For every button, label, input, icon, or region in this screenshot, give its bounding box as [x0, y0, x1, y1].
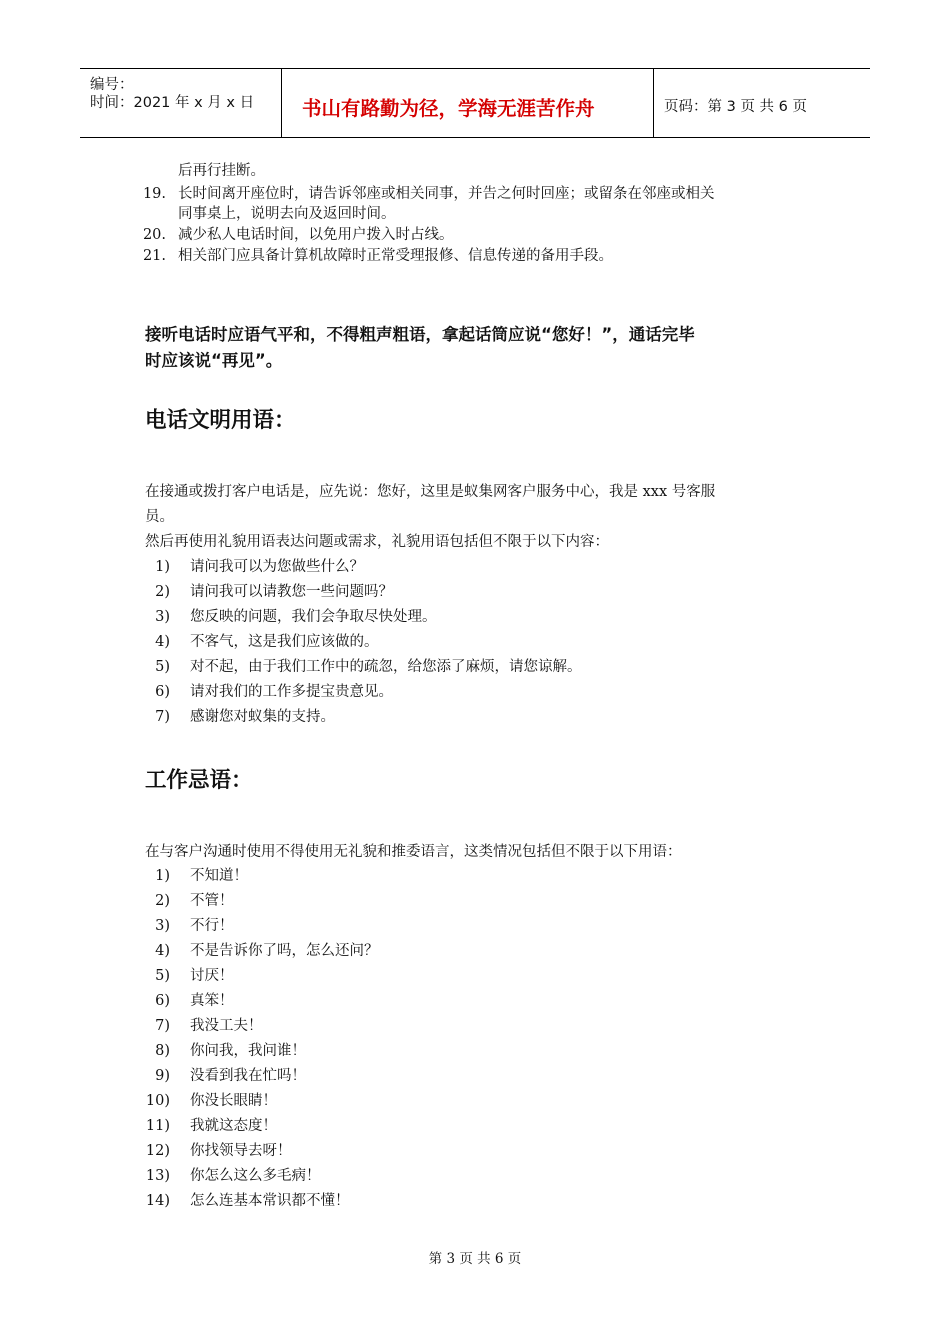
list-item-number: 8): [155, 1043, 170, 1059]
list-item-number: 9): [155, 1068, 170, 1084]
header-meta-cell: [80, 69, 282, 137]
list-item-number: 14): [145, 1193, 170, 1209]
list-item-text: 没看到我在忙吗！: [190, 1068, 306, 1084]
list-item-number: 3): [155, 609, 170, 625]
section-intro-line: 在接通或拨打客户电话是，应先说：您好，这里是蚁集网客户服务中心，我是 xxx 号客服: [145, 484, 716, 500]
list-item-text: 请问我可以为您做些什么？: [190, 559, 364, 575]
list-item-text: 我没工夫！: [190, 1018, 263, 1034]
list-item-text: 不知道！: [190, 868, 248, 884]
document-number-label: 编号：: [90, 77, 134, 93]
header-motto: 书山有路勤为径，学海无涯苦作舟: [302, 97, 595, 120]
list-item-text: 对不起，由于我们工作中的疏忽，给您添了麻烦，请您谅解。: [190, 659, 582, 675]
list-item-number: 7): [155, 709, 170, 725]
list-item-text: 你问我，我问谁！: [190, 1043, 306, 1059]
list-item-number: 5): [155, 659, 170, 675]
rule-number: 20.: [142, 227, 166, 243]
list-item-number: 7): [155, 1018, 170, 1034]
list-item-text: 讨厌！: [190, 968, 234, 984]
list-item-number: 2): [155, 893, 170, 909]
page-footer: 第 3 页 共 6 页: [428, 1251, 522, 1267]
list-item-number: 1): [155, 868, 170, 884]
rule-text-line: 相关部门应具备计算机故障时正常受理报修、信息传递的备用手段。: [178, 248, 613, 264]
list-item-text: 你没长眼睛！: [190, 1093, 277, 1109]
list-item-number: 6): [155, 993, 170, 1009]
rule-text-line: 长时间离开座位时，请告诉邻座或相关同事，并告之何时回座；或留条在邻座或相关: [178, 186, 715, 202]
rule-number: 21.: [142, 248, 166, 264]
bold-note-line: 接听电话时应语气平和，不得粗声粗语，拿起话筒应说“您好！”，通话完毕: [145, 325, 695, 344]
list-item-text: 您反映的问题，我们会争取尽快处理。: [190, 609, 437, 625]
list-item-text: 请问我可以请教您一些问题吗？: [190, 584, 393, 600]
list-item-number: 12): [145, 1143, 170, 1159]
list-item-number: 6): [155, 684, 170, 700]
list-item-number: 10): [145, 1093, 170, 1109]
bold-note-line: 时应该说“再见”。: [145, 351, 283, 370]
section-title-work-taboos: 工作忌语：: [145, 768, 253, 793]
document-time-label: 时间：2021 年 x 月 x 日: [90, 95, 255, 111]
list-item-text: 不行！: [190, 918, 234, 934]
list-item-number: 11): [145, 1118, 170, 1134]
section-title-phone-etiquette: 电话文明用语：: [145, 408, 296, 433]
page-header: [80, 68, 870, 138]
list-item-text: 真笨！: [190, 993, 234, 1009]
list-item-text: 怎么连基本常识都不懂！: [190, 1193, 350, 1209]
list-item-number: 2): [155, 584, 170, 600]
list-item-number: 3): [155, 918, 170, 934]
list-item-text: 不管！: [190, 893, 234, 909]
section-intro-line: 然后再使用礼貌用语表达问题或需求，礼貌用语包括但不限于以下内容：: [145, 534, 609, 550]
list-item-number: 1): [155, 559, 170, 575]
list-item-text: 我就这态度！: [190, 1118, 277, 1134]
header-page-cell: [654, 69, 870, 137]
continued-text: 后再行挂断。: [178, 163, 265, 179]
list-item-text: 感谢您对蚁集的支持。: [190, 709, 335, 725]
section-intro-line: 在与客户沟通时使用不得使用无礼貌和推委语言，这类情况包括但不限于以下用语：: [145, 844, 682, 860]
list-item-number: 4): [155, 634, 170, 650]
rule-text-line: 减少私人电话时间，以免用户拨入时占线。: [178, 227, 454, 243]
list-item-text: 不客气，这是我们应该做的。: [190, 634, 379, 650]
rule-text-line: 同事桌上，说明去向及返回时间。: [178, 206, 396, 222]
list-item-number: 4): [155, 943, 170, 959]
list-item-text: 不是告诉你了吗，怎么还问？: [190, 943, 379, 959]
list-item-text: 你怎么这么多毛病！: [190, 1168, 321, 1184]
list-item-number: 5): [155, 968, 170, 984]
header-page-info: 页码：第 3 页 共 6 页: [664, 99, 807, 115]
list-item-text: 你找领导去呀！: [190, 1143, 292, 1159]
rule-number: 19.: [142, 186, 166, 202]
section-intro-line: 员。: [145, 509, 174, 525]
list-item-number: 13): [145, 1168, 170, 1184]
header-motto-cell: [282, 69, 654, 137]
list-item-text: 请对我们的工作多提宝贵意见。: [190, 684, 393, 700]
